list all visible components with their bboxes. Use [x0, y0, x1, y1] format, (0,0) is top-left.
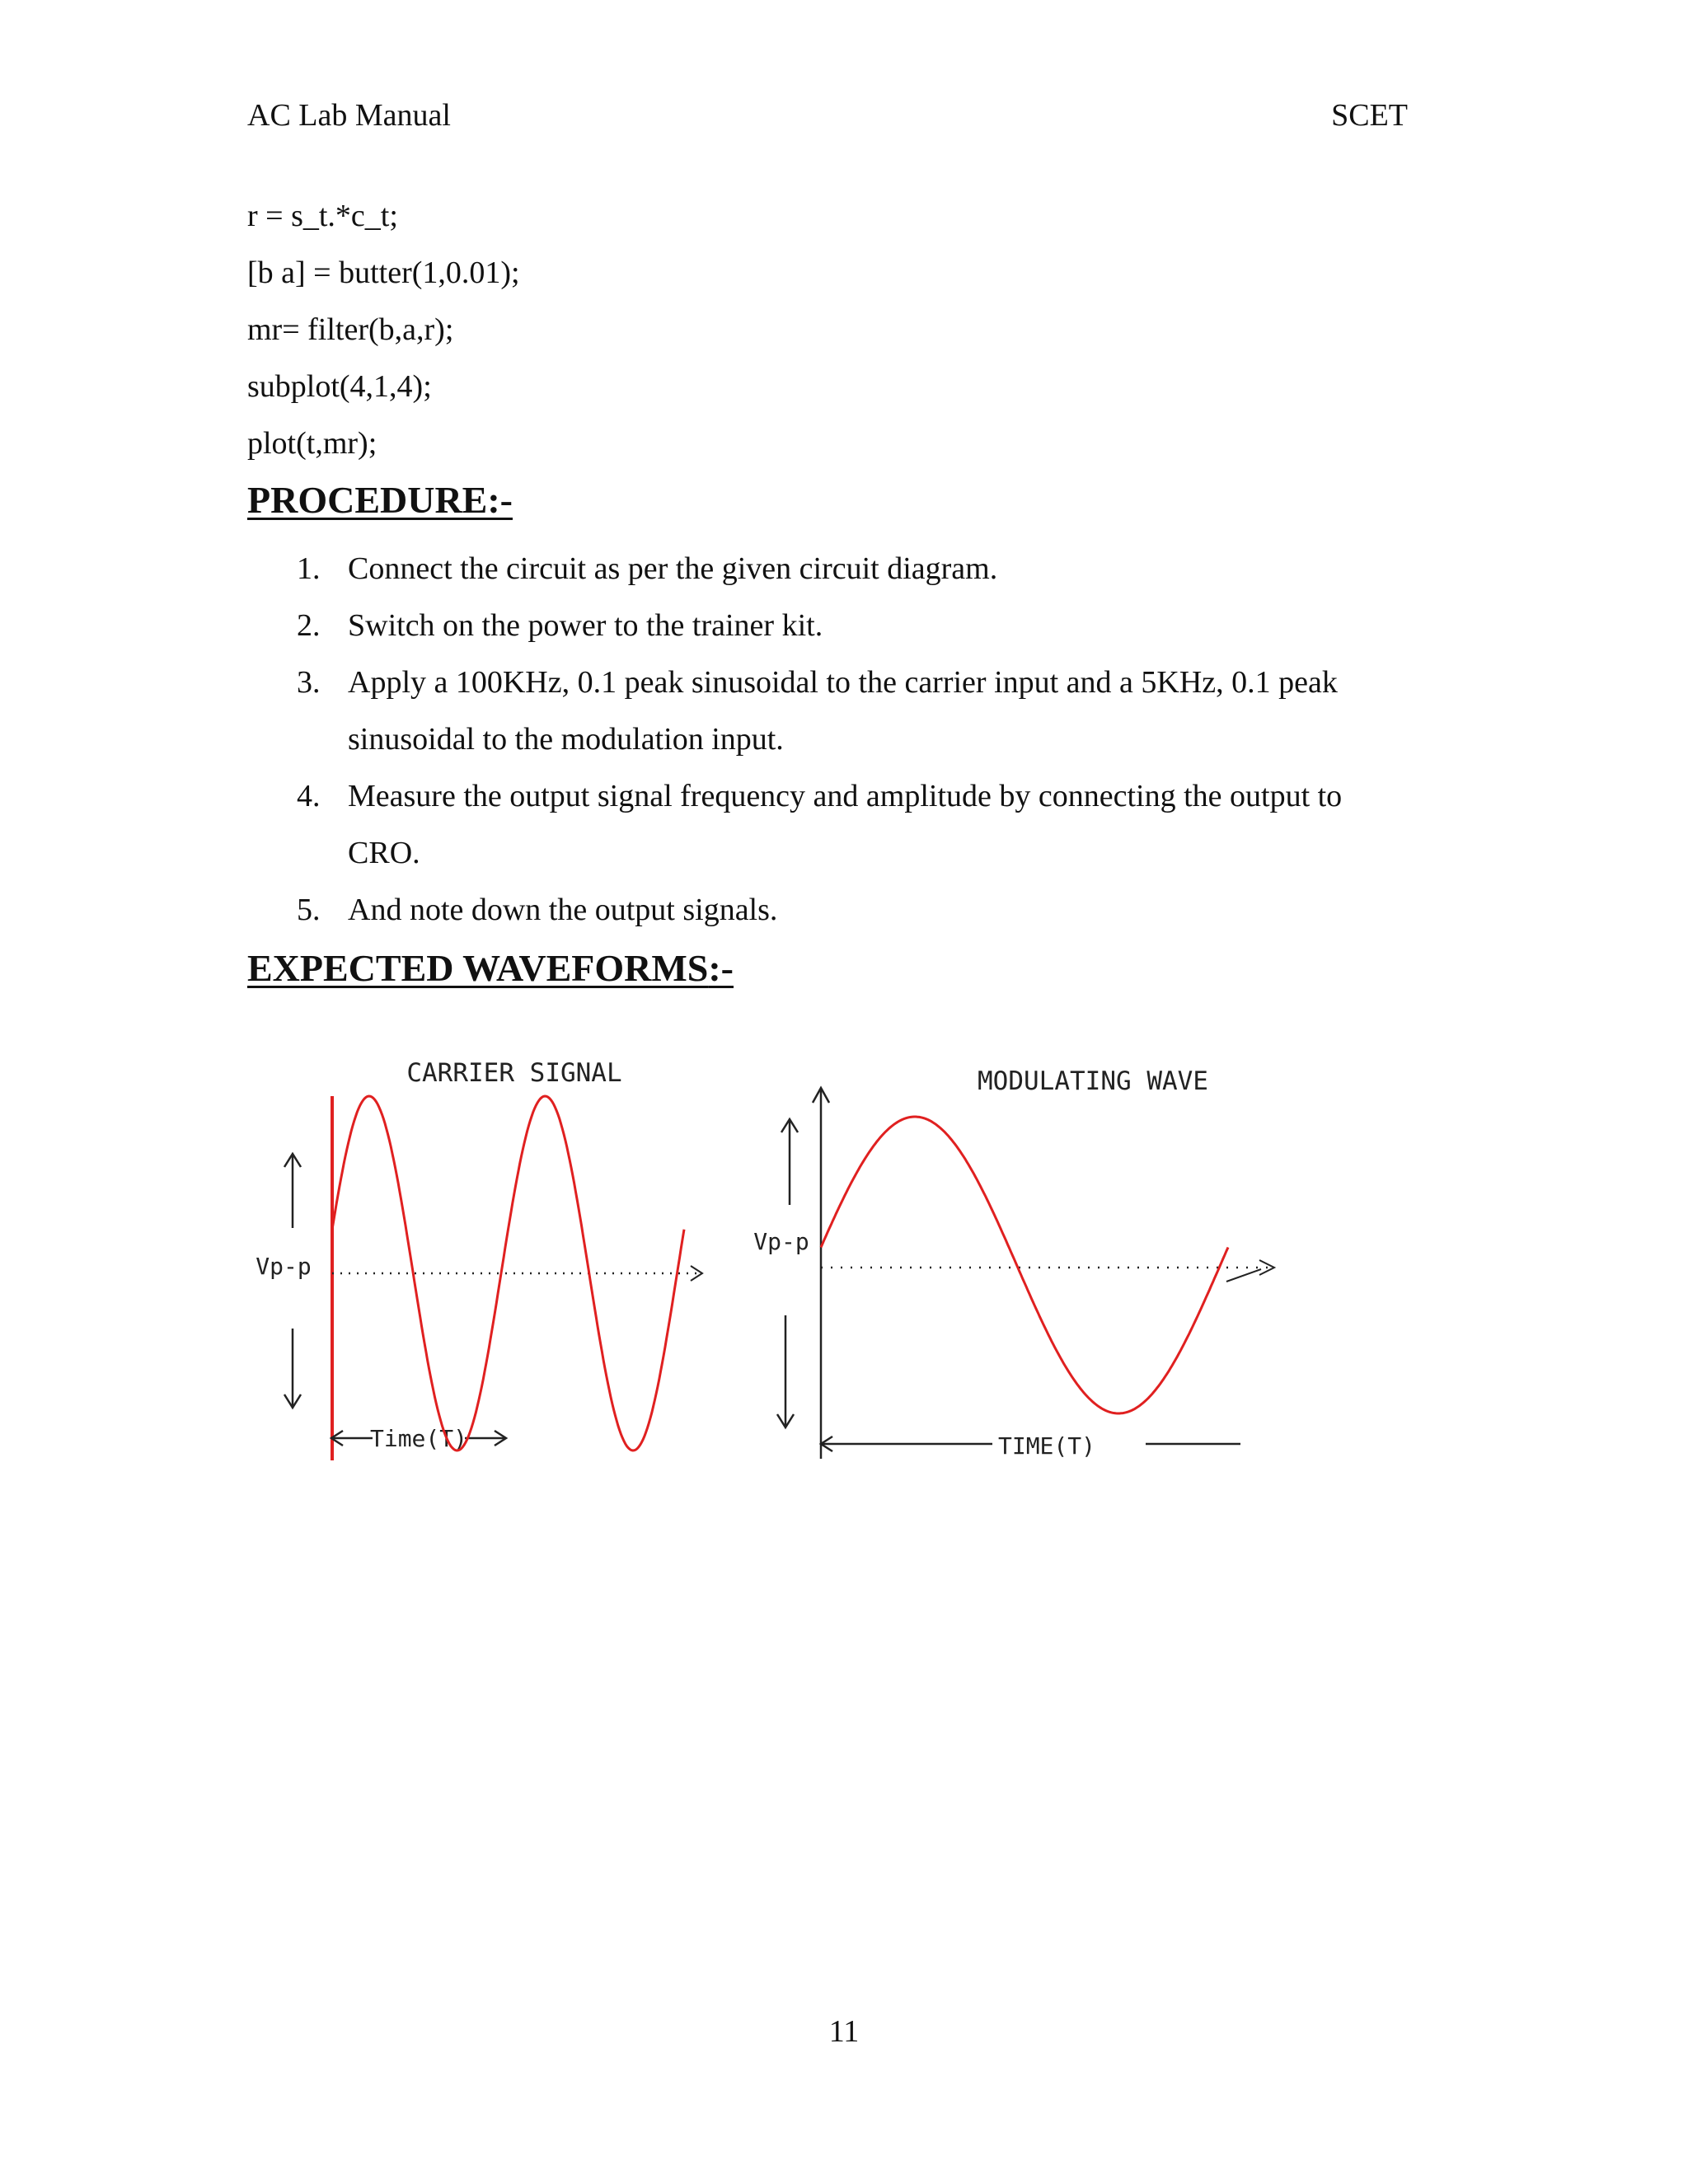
modulating-waveform: [821, 1117, 1228, 1413]
page-number: 11: [828, 2014, 860, 2049]
code-line: mr= filter(b,a,r);: [247, 312, 454, 347]
code-line: r = s_t.*c_t;: [247, 199, 398, 233]
waveforms-heading-tail: :-: [708, 947, 734, 989]
code-line: plot(t,mr);: [247, 426, 377, 461]
code-line: subplot(4,1,4);: [247, 369, 432, 404]
header-title: AC Lab Manual: [247, 98, 451, 133]
modulating-wave-tail: [1226, 1269, 1261, 1282]
procedure-item-text: Connect the circuit as per the given circuit diagram.: [348, 551, 998, 586]
procedure-item-number: 2.: [297, 608, 321, 643]
procedure-item-number: 4.: [297, 779, 321, 813]
procedure-item-continuation: CRO.: [348, 836, 420, 870]
procedure-item-text: Switch on the power to the trainer kit.: [348, 608, 823, 643]
carrier-waveform: [332, 1096, 684, 1451]
procedure-item-text: Measure the output signal frequency and amplitude by connecting the output to: [348, 779, 1343, 813]
carrier-panel: [256, 1058, 702, 1460]
code-line: [b a] = butter(1,0.01);: [247, 255, 520, 290]
procedure-item-number: 3.: [297, 665, 321, 700]
procedure-heading: PROCEDURE:-: [247, 479, 513, 521]
modulating-ylabel: Vp-p: [753, 1228, 809, 1255]
modulating-title: MODULATING WAVE: [978, 1066, 1208, 1096]
procedure-item-number: 1.: [297, 551, 321, 586]
procedure-item-continuation: sinusoidal to the modulation input.: [348, 722, 784, 757]
modulating-panel: [753, 1066, 1274, 1460]
waveforms-heading-text: EXPECTED WAVEFORMS: [247, 947, 709, 989]
carrier-ylabel: Vp-p: [256, 1253, 312, 1280]
modulating-xlabel: TIME(T): [997, 1432, 1096, 1460]
carrier-xlabel: Time(T): [369, 1425, 468, 1452]
procedure-item-text: Apply a 100KHz, 0.1 peak sinusoidal to the carrier input and a 5KHz, 0.1 peak: [348, 665, 1338, 700]
header-institution: SCET: [1331, 98, 1408, 133]
procedure-item-text: And note down the output signals.: [348, 893, 778, 927]
carrier-title: CARRIER SIGNAL: [406, 1058, 622, 1088]
procedure-item-number: 5.: [297, 893, 321, 927]
